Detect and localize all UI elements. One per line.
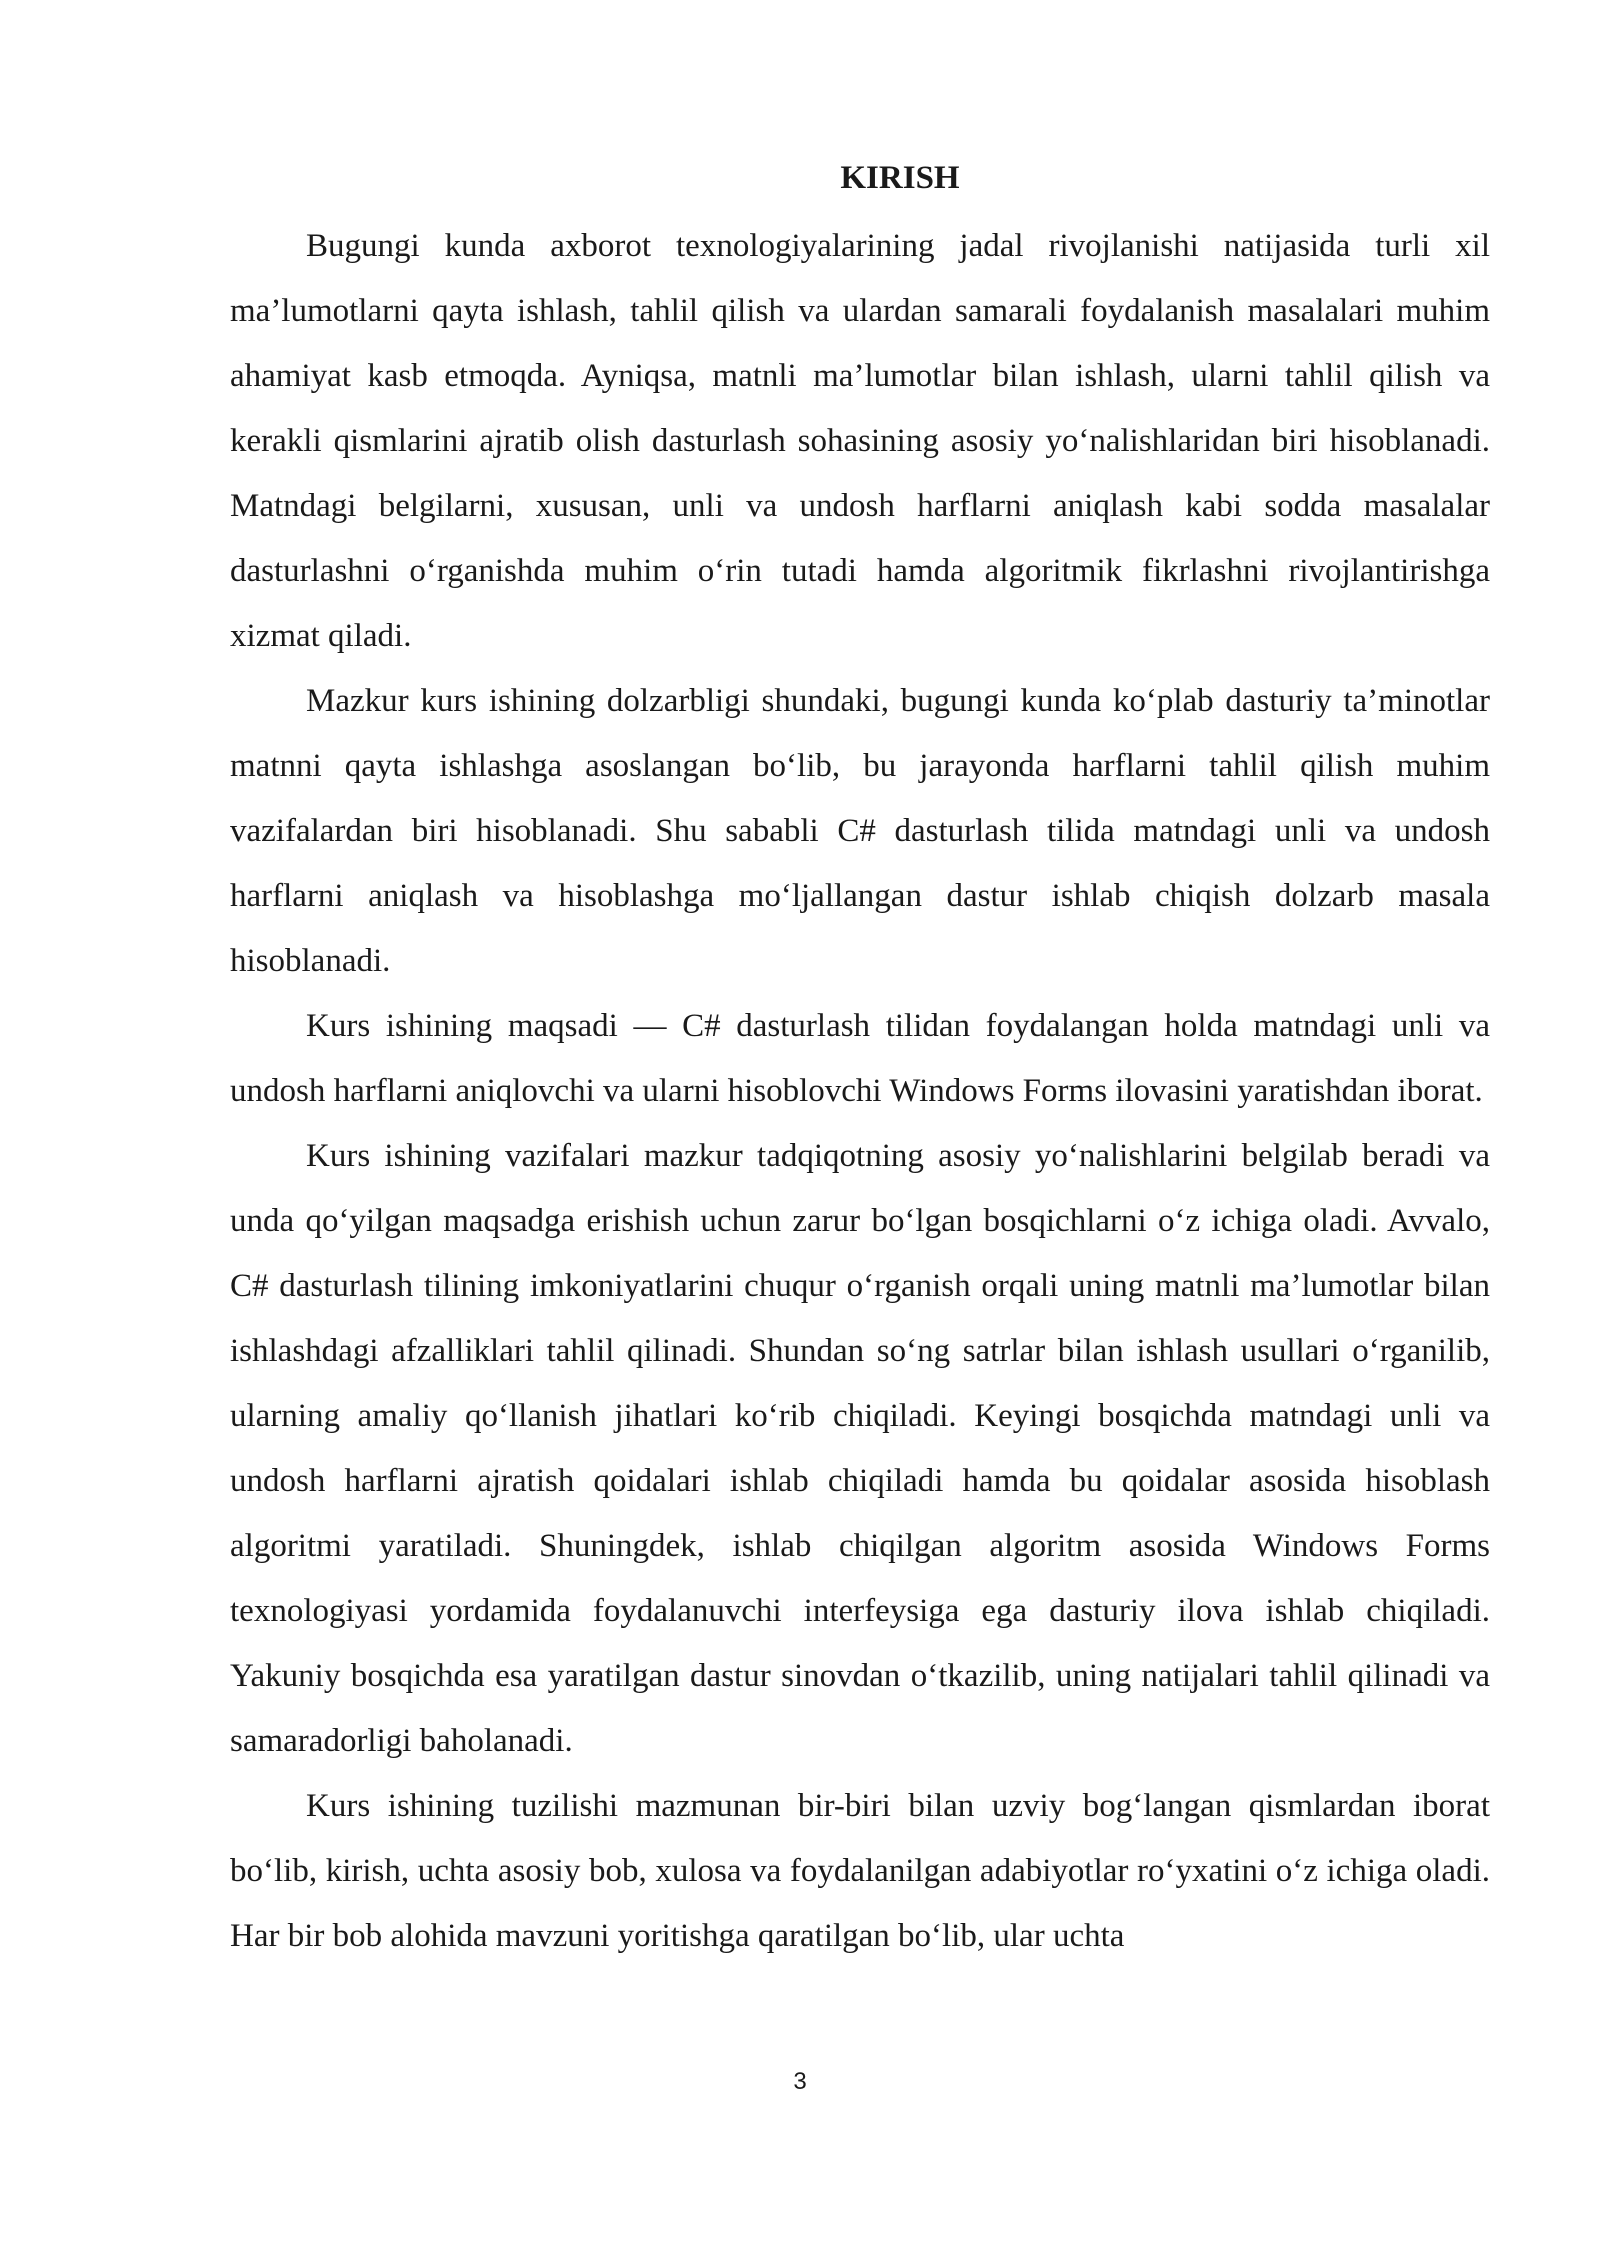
page-content xyxy=(230,148,1490,1969)
paragraph-relevance: Mazkur kurs ishining dolzarbligi shundaki, bugungi kunda ko‘plab dasturiy ta’minotlar matnni qayta ishlashga asoslangan bo‘lib, bu jarayonda harflarni tahlil qilish muhim vazifalardan biri hisoblanadi. Shu sababli C# dasturlash tilida matndagi unli va undosh harflarni aniqlash va hisoblashga mo‘ljallangan dastur ishlab chiqish dolzarb masala hisoblanadi. xyxy=(230,683,1490,979)
paragraph-intro: Bugungi kunda axborot texnologiyalarining jadal rivojlanishi natijasida turli xil ma’lumotlarni qayta ishlash, tahlil qilish va ulardan samarali foydalanish masalalari muhim ahamiyat kasb etmoqda. Ayniqsa, matnli ma’lumotlar bilan ishlash, ularni tahlil qilish va kerakli qismlarini ajratib olish dasturlash sohasining asosiy yo‘nalishlaridan biri hisoblanadi. Matndagi belgilarni, xususan, unli va undosh harflarni aniqlash kabi sodda masalalar dasturlashni o‘rganishda muhim o‘rin tutadi hamda algoritmik fikrlashni rivojlantirishga xizmat qiladi. xyxy=(230,228,1490,654)
section-heading: KIRISH xyxy=(840,160,960,196)
paragraph-tasks: Kurs ishining vazifalari mazkur tadqiqotning asosiy yo‘nalishlarini belgilab beradi va unda qo‘yilgan maqsadga erishish uchun zarur bo‘lgan bosqichlarni o‘z ichiga oladi. Avvalo, C# dasturlash tilining imkoniyatlarini chuqur o‘rganish orqali uning matnli ma’lumotlar bilan ishlashdagi afzalliklari tahlil qilinadi. Shundan so‘ng satrlar bilan ishlash usullari o‘rganilib, ularning amaliy qo‘llanish jihatlari ko‘rib chiqiladi. Keyingi bosqichda matndagi unli va undosh harflarni ajratish qoidalari ishlab chiqiladi hamda bu qoidalar asosida hisoblash algoritmi yaratiladi. Shuningdek, ishlab chiqilgan algoritm asosida Windows Forms texnologiyasi yordamida foydalanuvchi interfeysiga ega dasturiy ilova ishlab chiqiladi. Yakuniy bosqichda esa yaratilgan dastur sinovdan o‘tkazilib, uning natijalari tahlil qilinadi va samaradorligi baholanadi. xyxy=(230,1138,1490,1759)
paragraph-goal: Kurs ishining maqsadi — C# dasturlash tilidan foydalangan holda matndagi unli va undosh harflarni aniqlovchi va ularni hisoblovchi Windows Forms ilovasini yaratishdan iborat. xyxy=(230,1008,1490,1109)
page-number: 3 xyxy=(793,2068,807,2095)
paragraph-structure: Kurs ishining tuzilishi mazmunan bir-biri bilan uzviy bog‘langan qismlardan iborat bo‘lib, kirish, uchta asosiy bob, xulosa va foydalanilgan adabiyotlar ro‘yxatini o‘z ichiga oladi. Har bir bob alohida mavzuni yoritishga qaratilgan bo‘lib, ular uchta xyxy=(230,1788,1490,1954)
